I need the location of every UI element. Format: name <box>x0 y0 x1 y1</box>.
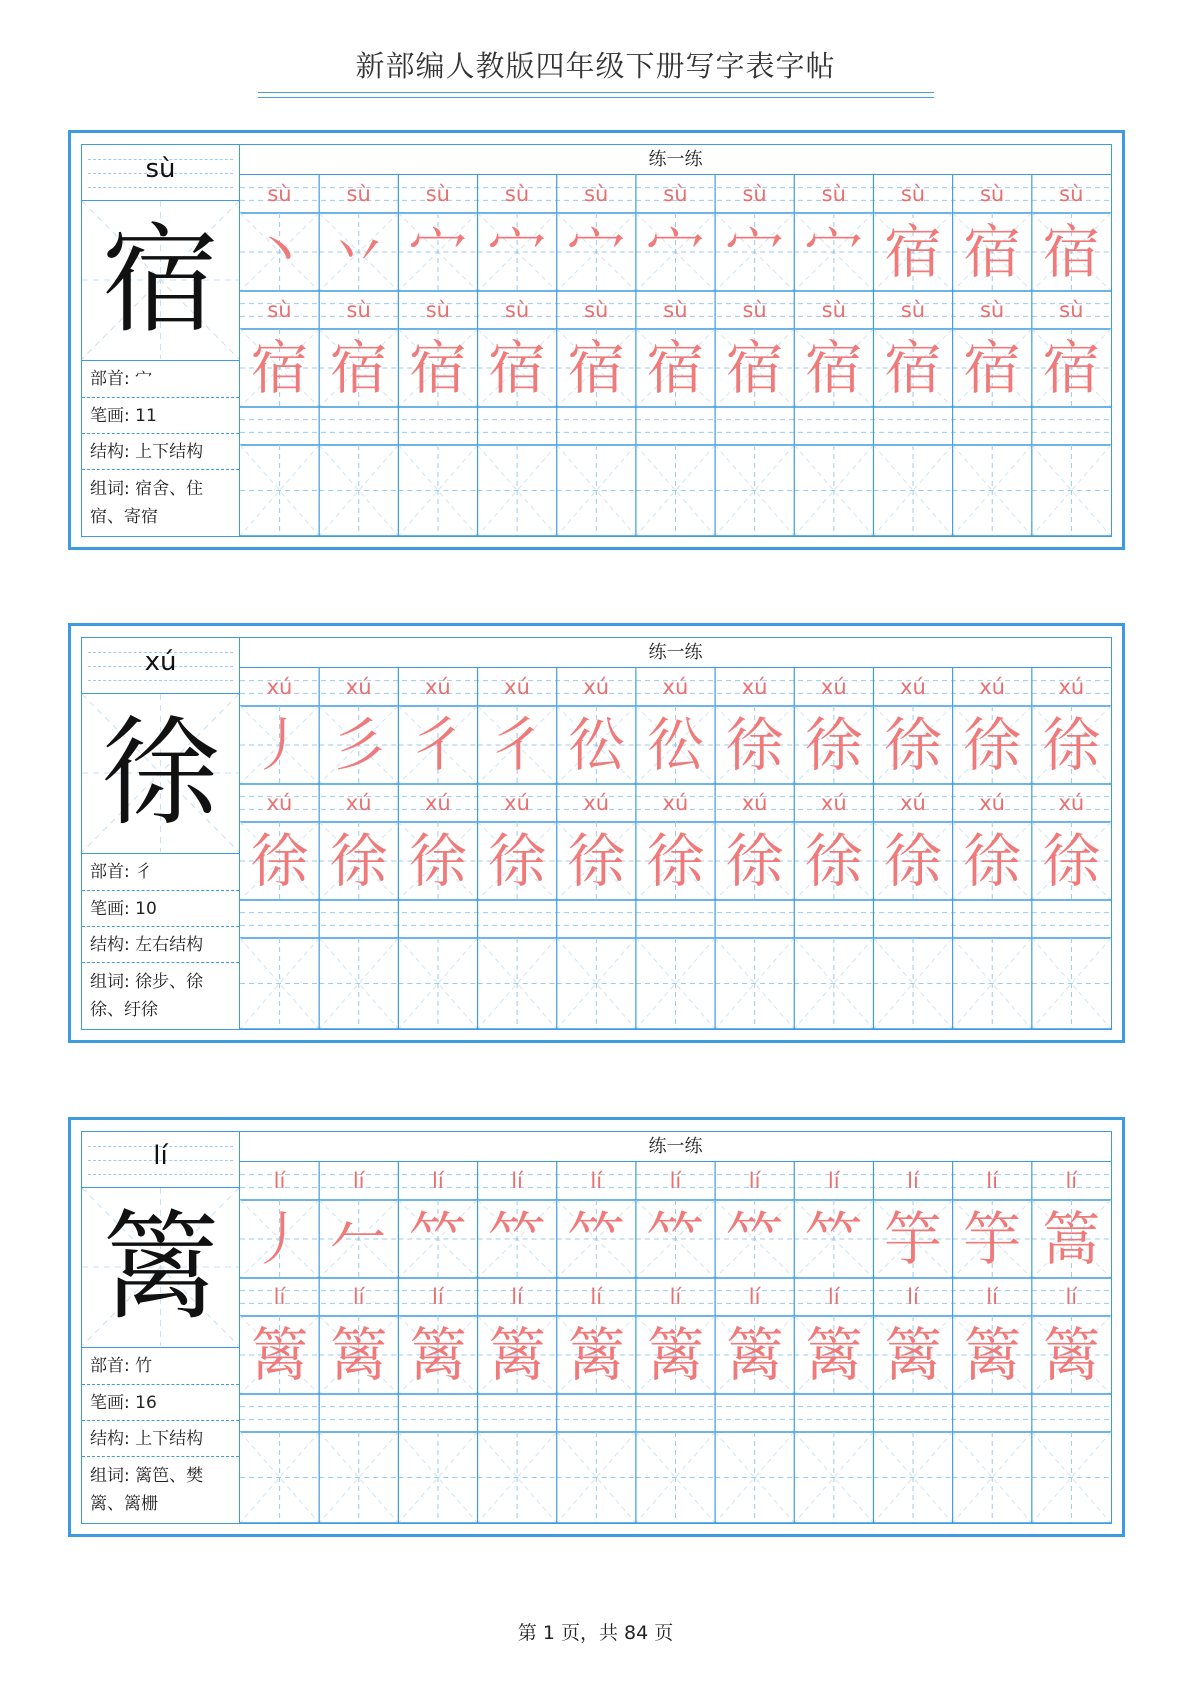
trace-pinyin: xú <box>345 791 372 815</box>
trace-character: 篱 <box>250 1321 309 1389</box>
trace-character: 篱 <box>646 1321 705 1389</box>
pinyin-box <box>82 1132 239 1188</box>
stroke-order-character: 竽 <box>963 1205 1022 1273</box>
trace-pinyin: xú <box>662 791 689 815</box>
model-character: 篱 <box>101 1198 220 1336</box>
structure-label: 结构: 上下结构 <box>82 434 239 470</box>
trace-character: 宿 <box>250 334 309 402</box>
trace-character: 宿 <box>883 334 942 402</box>
trace-pinyin: sù <box>742 298 767 322</box>
radical-label: 部首: 宀 <box>82 361 239 398</box>
trace-pinyin: lí <box>590 1169 603 1193</box>
model-character: 徐 <box>101 704 220 842</box>
trace-character: 徐 <box>250 827 309 895</box>
trace-pinyin: xú <box>900 675 926 699</box>
trace-pinyin: sù <box>900 182 926 206</box>
stroke-order-character: 篙 <box>1042 1205 1101 1273</box>
trace-pinyin: xú <box>741 675 768 699</box>
trace-pinyin: sù <box>346 298 371 322</box>
trace-pinyin: sù <box>584 182 609 206</box>
trace-character: 篱 <box>329 1321 388 1389</box>
trace-pinyin: sù <box>267 298 292 322</box>
trace-pinyin: sù <box>425 182 450 206</box>
trace-pinyin: xú <box>424 791 451 815</box>
stroke-order-character: 丿 <box>250 1205 309 1273</box>
trace-pinyin: sù <box>663 182 688 206</box>
trace-pinyin: xú <box>820 675 847 699</box>
trace-character: 徐 <box>804 827 863 895</box>
practice-grid <box>240 1162 1111 1523</box>
trace-character: 徐 <box>567 827 626 895</box>
stroke-order-character: 宀 <box>725 218 784 286</box>
trace-character: 徐 <box>1042 827 1101 895</box>
stroke-order-character: 宀 <box>804 218 863 286</box>
character-block <box>68 623 1125 1043</box>
stroke-order-character: 𥫗 <box>646 1205 705 1273</box>
trace-pinyin: lí <box>907 1285 919 1309</box>
stroke-order-character: 彡 <box>329 711 388 779</box>
stroke-order-character: 宿 <box>883 218 942 286</box>
trace-pinyin: sù <box>900 298 926 322</box>
trace-character: 篱 <box>804 1321 863 1389</box>
trace-pinyin: xú <box>741 791 768 815</box>
trace-pinyin: xú <box>266 791 293 815</box>
stroke-order-character: 丿 <box>250 711 309 779</box>
character-info-column <box>82 638 240 1029</box>
trace-pinyin: sù <box>1059 182 1084 206</box>
trace-pinyin: xú <box>583 791 610 815</box>
trace-pinyin: sù <box>504 182 530 206</box>
trace-pinyin: lí <box>432 1285 444 1309</box>
page-number: 第 1 页，共 84 页 <box>517 1622 674 1644</box>
radical-label: 部首: 竹 <box>82 1348 239 1385</box>
stroke-order-character: 彳 <box>488 711 547 779</box>
trace-pinyin: sù <box>1059 298 1084 322</box>
stroke-order-character: 𥫗 <box>804 1205 863 1273</box>
trace-pinyin: xú <box>504 675 530 699</box>
trace-pinyin: lí <box>827 1169 840 1193</box>
stroke-order-character: 𥫗 <box>408 1205 467 1273</box>
stroke-order-character: 徐 <box>963 711 1022 779</box>
trace-pinyin: sù <box>821 298 846 322</box>
trace-pinyin: lí <box>432 1169 444 1193</box>
trace-pinyin: xú <box>266 675 293 699</box>
page-title: 新部编人教版四年级下册写字表字帖 <box>355 49 836 83</box>
title-underline <box>258 97 934 98</box>
stroke-order-character: 宀 <box>646 218 705 286</box>
model-character-box <box>82 1188 239 1348</box>
trace-pinyin: lí <box>748 1169 761 1193</box>
stroke-order-character: 竽 <box>883 1205 942 1273</box>
trace-pinyin: lí <box>669 1169 682 1193</box>
stroke-count-label: 笔画: 10 <box>82 891 239 927</box>
character-sheet <box>81 144 1112 537</box>
stroke-order-character: 𥫗 <box>488 1205 547 1273</box>
trace-character: 宿 <box>804 334 863 402</box>
trace-pinyin: lí <box>986 1285 998 1309</box>
stroke-count-label: 笔画: 16 <box>82 1385 239 1421</box>
trace-character: 宿 <box>963 334 1022 402</box>
character-sheet <box>81 637 1112 1030</box>
trace-character: 篱 <box>963 1321 1022 1389</box>
trace-pinyin: lí <box>748 1285 761 1309</box>
title-underline <box>258 92 934 93</box>
character-pinyin: xú <box>144 647 177 677</box>
trace-character: 篱 <box>408 1321 467 1389</box>
word-examples: 组词: 宿舍、住宿、寄宿 <box>90 479 204 527</box>
stroke-order-character: 彸 <box>646 711 705 779</box>
stroke-order-character: 𠂉 <box>329 1205 388 1273</box>
trace-pinyin: xú <box>662 675 689 699</box>
character-pinyin: lí <box>153 1141 168 1171</box>
character-pinyin: sù <box>145 154 176 184</box>
trace-character: 徐 <box>488 827 547 895</box>
trace-character: 宿 <box>408 334 467 402</box>
trace-pinyin: sù <box>267 182 292 206</box>
trace-pinyin: xú <box>504 791 530 815</box>
model-character-box <box>82 694 239 854</box>
stroke-order-character: 宿 <box>1042 218 1101 286</box>
practice-header: 练一练 <box>240 145 1111 175</box>
character-block <box>68 130 1125 550</box>
trace-pinyin: lí <box>511 1285 523 1309</box>
trace-pinyin: xú <box>1058 791 1085 815</box>
trace-pinyin: sù <box>821 182 846 206</box>
trace-pinyin: lí <box>907 1169 919 1193</box>
word-examples: 组词: 篱笆、樊篱、篱栅 <box>90 1466 204 1514</box>
trace-pinyin: sù <box>979 182 1005 206</box>
practice-grid <box>240 175 1111 536</box>
character-info-column <box>82 1132 240 1523</box>
trace-pinyin: sù <box>504 298 530 322</box>
trace-pinyin: xú <box>424 675 451 699</box>
model-character: 宿 <box>101 211 220 349</box>
radical-label: 部首: 彳 <box>82 854 239 891</box>
trace-pinyin: xú <box>979 791 1005 815</box>
stroke-order-character: 丶 <box>250 218 309 286</box>
trace-pinyin: lí <box>511 1169 523 1193</box>
trace-pinyin: lí <box>590 1285 603 1309</box>
trace-pinyin: lí <box>827 1285 840 1309</box>
trace-pinyin: sù <box>742 182 767 206</box>
model-character-box <box>82 201 239 361</box>
stroke-order-character: 徐 <box>1042 711 1101 779</box>
trace-pinyin: xú <box>820 791 847 815</box>
character-block <box>68 1117 1125 1537</box>
stroke-count-label: 笔画: 11 <box>82 398 239 434</box>
character-sheet <box>81 1131 1112 1524</box>
character-info-column <box>82 145 240 536</box>
word-examples: 组词: 徐步、徐徐、纡徐 <box>90 972 204 1020</box>
trace-character: 徐 <box>646 827 705 895</box>
practice-header: 练一练 <box>240 638 1111 668</box>
trace-pinyin: lí <box>273 1169 286 1193</box>
stroke-order-character: 彸 <box>567 711 626 779</box>
trace-character: 宿 <box>646 334 705 402</box>
stroke-order-character: 徐 <box>725 711 784 779</box>
trace-character: 徐 <box>883 827 942 895</box>
trace-character: 篱 <box>883 1321 942 1389</box>
trace-character: 宿 <box>488 334 547 402</box>
trace-pinyin: lí <box>352 1285 365 1309</box>
trace-character: 宿 <box>725 334 784 402</box>
trace-character: 篱 <box>567 1321 626 1389</box>
trace-character: 徐 <box>725 827 784 895</box>
trace-character: 宿 <box>1042 334 1101 402</box>
trace-pinyin: sù <box>979 298 1005 322</box>
trace-character: 宿 <box>567 334 626 402</box>
trace-pinyin: lí <box>352 1169 365 1193</box>
stroke-order-character: 彳 <box>408 711 467 779</box>
trace-pinyin: sù <box>584 298 609 322</box>
stroke-order-character: 𥫗 <box>567 1205 626 1273</box>
trace-pinyin: xú <box>900 791 926 815</box>
trace-character: 徐 <box>963 827 1022 895</box>
trace-character: 徐 <box>408 827 467 895</box>
trace-character: 篱 <box>488 1321 547 1389</box>
trace-character: 篱 <box>1042 1321 1101 1389</box>
stroke-order-character: 丷 <box>329 218 388 286</box>
trace-pinyin: sù <box>425 298 450 322</box>
pinyin-box <box>82 145 239 201</box>
trace-pinyin: lí <box>1065 1169 1078 1193</box>
stroke-order-character: 徐 <box>883 711 942 779</box>
trace-character: 徐 <box>329 827 388 895</box>
practice-header: 练一练 <box>240 1132 1111 1162</box>
stroke-order-character: 宀 <box>408 218 467 286</box>
structure-label: 结构: 左右结构 <box>82 927 239 963</box>
trace-pinyin: xú <box>345 675 372 699</box>
trace-pinyin: lí <box>986 1169 998 1193</box>
trace-pinyin: lí <box>669 1285 682 1309</box>
trace-pinyin: xú <box>979 675 1005 699</box>
trace-pinyin: lí <box>273 1285 286 1309</box>
trace-pinyin: lí <box>1065 1285 1078 1309</box>
trace-character: 篱 <box>725 1321 784 1389</box>
trace-pinyin: sù <box>663 298 688 322</box>
stroke-order-character: 宀 <box>488 218 547 286</box>
stroke-order-character: 宀 <box>567 218 626 286</box>
practice-grid <box>240 668 1111 1029</box>
trace-pinyin: xú <box>583 675 610 699</box>
structure-label: 结构: 上下结构 <box>82 1421 239 1457</box>
trace-character: 宿 <box>329 334 388 402</box>
stroke-order-character: 徐 <box>804 711 863 779</box>
stroke-order-character: 宿 <box>963 218 1022 286</box>
stroke-order-character: 𥫗 <box>725 1205 784 1273</box>
trace-pinyin: xú <box>1058 675 1085 699</box>
trace-pinyin: sù <box>346 182 371 206</box>
pinyin-box <box>82 638 239 694</box>
